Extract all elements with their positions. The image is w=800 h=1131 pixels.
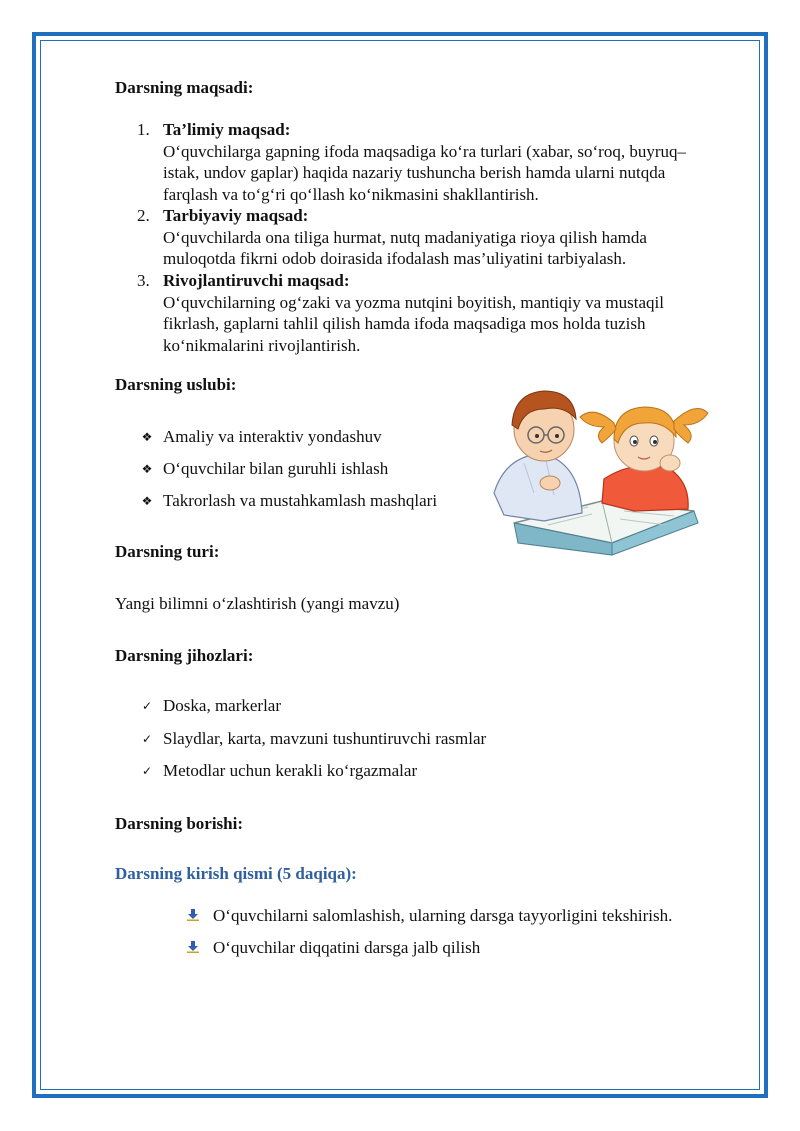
goal-item-1 [137, 119, 752, 205]
goal-title: Tarbiyaviy maqsad: [163, 206, 309, 225]
goal-line: farqlash va to‘g‘ri qo‘llash ko‘nikmasini shakllantirish. [163, 184, 539, 204]
checkmark-icon: ✓ [141, 732, 153, 746]
goal-line: O‘quvchilarning og‘zaki va yozma nutqini boyitish, mantiqiy va mustaqil [163, 292, 664, 312]
heading-lesson-method: Darsning uslubi: [115, 375, 237, 394]
diamond-bullet-icon: ❖ [141, 494, 153, 508]
checkmark-icon: ✓ [141, 764, 153, 778]
heading-lesson-progress: Darsning borishi: [115, 814, 243, 833]
goal-number: 3. [137, 271, 150, 290]
heading-lesson-goals: Darsning maqsadi: [115, 78, 254, 97]
down-arrow-bullet-icon [187, 909, 199, 921]
goal-line: ko‘nikmalarini rivojlantirish. [163, 335, 361, 355]
diamond-bullet-icon: ❖ [141, 462, 153, 476]
goal-item-3 [137, 270, 752, 356]
goal-line: fikrlash, gaplarni tahlil qilish hamda ifoda maqsadiga mos holda tuzish [163, 314, 646, 333]
heading-lesson-type: Darsning turi: [115, 542, 220, 561]
goal-line: O‘quvchilarga gapning ifoda maqsadiga ko‘ra turlari (xabar, so‘roq, buyruq– [163, 141, 687, 161]
goal-item-2 [137, 205, 752, 270]
diamond-bullet-icon: ❖ [141, 430, 153, 444]
goal-number: 2. [137, 206, 150, 225]
intro-section-heading: Darsning kirish qismi (5 daqiqa): [115, 864, 357, 883]
goal-title: Rivojlantiruvchi maqsad: [163, 271, 350, 290]
checkmark-icon: ✓ [141, 699, 153, 713]
down-arrow-bullet-icon [187, 941, 199, 953]
goal-title: Ta’limiy maqsad: [163, 120, 291, 139]
document-page: Darsning maqsadi: 1. Ta’limiy maqsad: O‘quvchilarga gapning ifoda maqsadiga ko‘ra turlari (xabar, so‘roq, buyruq– istak, undov gaplar) haqida nazariy tushuncha berish hamda ularni nutqda farqlash va to‘g‘ri qo‘llash ko‘nikmasini shakllantirish. 2. Tarbiyaviy maqsad: O‘quvchilarda ona tiliga hurmat, nutq madaniyatiga rioya qilish hamda muloqotda fikrni odob doirasida ifodalash mas’uliyatini tarbiyalash. 3. Rivojlantiruvchi maqsad: O‘quvchilarning og‘zaki va yozma nutqini boyitish, mantiqiy va mustaqil fikrlash, gaplarni tahlil qilish hamda ifoda maqsadiga mos holda tuzish ko‘nikmalarini rivojlantirish. Darsning uslubi: ❖ Amaliy va interaktiv yondashuv ❖ O‘quvchilar bilan guruhli ishlash ❖ Takrorlash va mustahkamlash mashqlari Darsning turi: Yangi bilimni o‘zlashtirish (yangi mavzu) Darsning jihozlari: ✓ Doska, markerlar ✓ Slaydlar, karta, mavzuni tushuntiruvchi rasmlar ✓ Metodlar uchun kerakli ko‘rgazmalar Darsning borishi: Darsning kirish qismi (5 daqiqa): O‘quvchilarni salomlashish, ularning darsga tayyorligini tekshirish. O‘quvchilar diqqatini darsga jalb qilish [0, 0, 800, 1131]
goal-number: 1. [137, 120, 150, 139]
heading-lesson-equipment: Darsning jihozlari: [115, 646, 254, 665]
lesson-type-text: Yangi bilimni o‘zlashtirish (yangi mavzu) [115, 594, 400, 613]
children-reading-book-illustration [484, 383, 710, 561]
goal-line: muloqotda fikrni odob doirasida ifodalash mas’uliyatini tarbiyalash. [163, 249, 627, 268]
goal-line: O‘quvchilarda ona tiliga hurmat, nutq madaniyatiga rioya qilish hamda [163, 227, 647, 247]
goal-line: istak, undov gaplar) haqida nazariy tushuncha berish hamda ularni nutqda [163, 163, 666, 182]
